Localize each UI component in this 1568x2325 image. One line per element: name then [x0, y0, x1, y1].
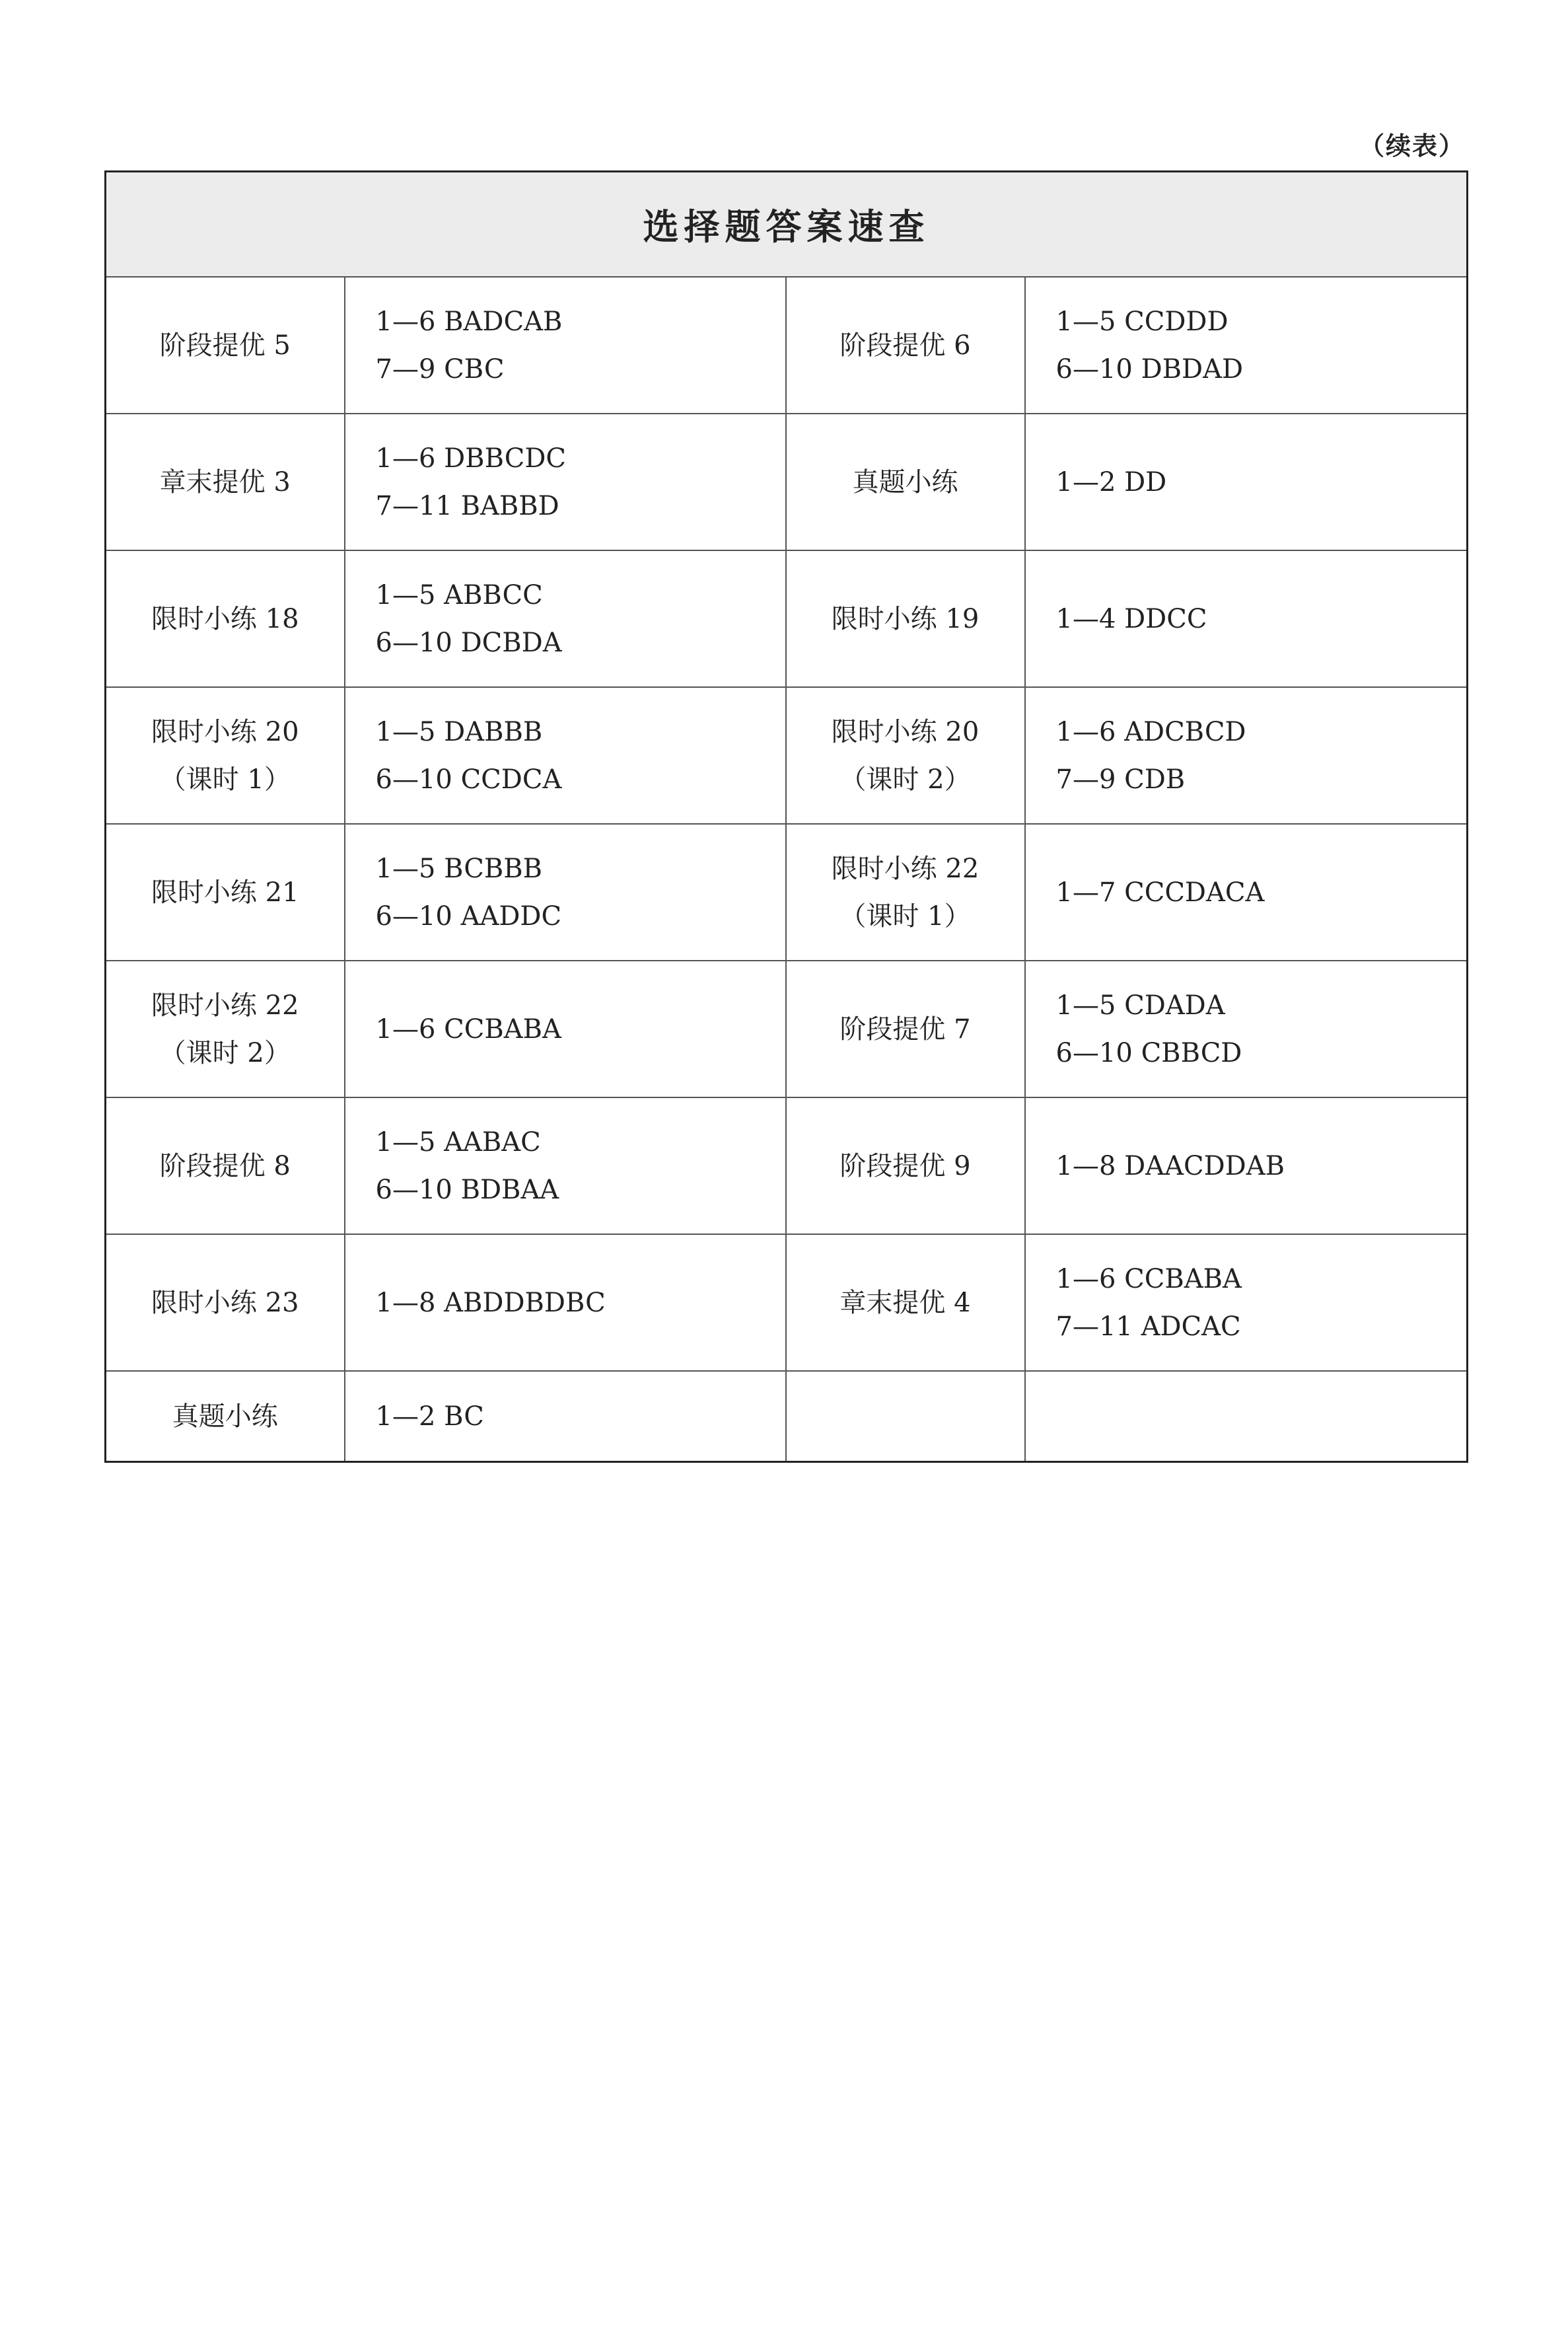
answer-table-container [104, 170, 1466, 1463]
section-label: 阶段提优 9 [839, 1150, 971, 1181]
answer-line: 6—10 DBDAD [1055, 353, 1244, 385]
section-label: 真题小练 [172, 1401, 278, 1432]
answer-line: 1—5 BCBBB [375, 853, 543, 884]
answer-line: 1—5 AABAC [375, 1126, 541, 1158]
continued-label: （续表） [1359, 131, 1465, 161]
answer-cell [1025, 414, 1468, 550]
section-label-cell [786, 687, 1025, 824]
answer-line: 1—5 DABBB [375, 716, 543, 747]
section-label: （课时 2） [839, 764, 971, 795]
answer-line: 1—5 CCDDD [1055, 306, 1229, 337]
section-label: （课时 2） [159, 1037, 291, 1068]
section-label: 限时小练 23 [151, 1287, 299, 1318]
answer-line: 1—6 CCBABA [1055, 1263, 1242, 1294]
answer-line: 7—9 CBC [375, 353, 505, 385]
answer-line: 6—10 CBBCD [1055, 1037, 1242, 1068]
section-label: 限时小练 22 [831, 853, 980, 884]
answer-line: 6—10 BDBAA [375, 1174, 559, 1205]
section-label-cell [106, 277, 345, 414]
answer-cell [345, 1371, 786, 1462]
answer-cell [345, 824, 786, 961]
answer-line: 7—11 BABBD [375, 490, 559, 521]
table-row [106, 414, 1468, 550]
section-label: 阶段提优 6 [839, 330, 971, 361]
table-row [106, 961, 1468, 1097]
answer-line: 1—6 ADCBCD [1055, 716, 1246, 747]
section-label: 限时小练 21 [151, 877, 299, 908]
answer-line: 1—4 DDCC [1055, 603, 1207, 634]
section-label-cell [106, 1371, 345, 1462]
section-label-cell [786, 277, 1025, 414]
section-label: 阶段提优 8 [159, 1150, 291, 1181]
section-label: 阶段提优 5 [159, 330, 291, 361]
answer-line: 1—2 DD [1055, 466, 1167, 498]
answer-cell [1025, 1097, 1468, 1234]
section-label: 章末提优 3 [159, 466, 291, 498]
answer-line: 1—6 DBBCDC [375, 443, 566, 474]
section-label-cell [786, 550, 1025, 687]
section-label-cell [786, 1097, 1025, 1234]
answer-cell [345, 1097, 786, 1234]
table-row [106, 1234, 1468, 1371]
section-label-cell [786, 1371, 1025, 1462]
section-label-cell [106, 550, 345, 687]
answer-line: 1—8 DAACDDAB [1055, 1150, 1285, 1181]
answer-cell [345, 687, 786, 824]
answer-line: 6—10 AADDC [375, 901, 562, 932]
section-label-cell [106, 687, 345, 824]
section-label: 限时小练 22 [151, 990, 299, 1021]
section-label: 限时小练 18 [151, 603, 299, 634]
answer-line: 1—7 CCCDACA [1055, 877, 1265, 908]
answer-cell [1025, 1234, 1468, 1371]
section-label: 阶段提优 7 [839, 1014, 971, 1045]
answer-cell [345, 414, 786, 550]
answer-line: 1—2 BC [375, 1401, 484, 1432]
answer-cell [345, 1234, 786, 1371]
answer-line: 1—5 ABBCC [375, 579, 543, 610]
section-label-cell [786, 1234, 1025, 1371]
section-label: 限时小练 19 [831, 603, 980, 634]
answer-cell [1025, 961, 1468, 1097]
answer-cell [1025, 687, 1468, 824]
section-label: 真题小练 [852, 466, 958, 498]
table-row [106, 687, 1468, 824]
answer-cell [345, 961, 786, 1097]
table-row [106, 550, 1468, 687]
answer-table [104, 170, 1468, 1463]
answer-line: 7—11 ADCAC [1055, 1311, 1241, 1342]
table-title: 选择题答案速查 [106, 172, 1468, 277]
section-label-cell [106, 1234, 345, 1371]
section-label-cell [786, 961, 1025, 1097]
section-label-cell [106, 961, 345, 1097]
section-label-cell [786, 414, 1025, 550]
answer-line: 1—6 BADCAB [375, 306, 563, 337]
section-label: 章末提优 4 [839, 1287, 971, 1318]
answer-cell [345, 550, 786, 687]
section-label: （课时 1） [159, 764, 291, 795]
table-title-row [106, 172, 1468, 277]
table-body [106, 277, 1468, 1462]
section-label-cell [786, 824, 1025, 961]
answer-line: 6—10 DCBDA [375, 627, 562, 658]
section-label: 限时小练 20 [831, 716, 980, 747]
answer-cell [1025, 550, 1468, 687]
section-label-cell [106, 414, 345, 550]
answer-line: 1—8 ABDDBDBC [375, 1287, 606, 1318]
answer-line: 6—10 CCDCA [375, 764, 562, 795]
table-row [106, 1097, 1468, 1234]
answer-cell [1025, 277, 1468, 414]
section-label-cell [106, 824, 345, 961]
table-row [106, 824, 1468, 961]
section-label: （课时 1） [839, 901, 971, 932]
answer-cell [1025, 824, 1468, 961]
answer-line: 1—6 CCBABA [375, 1014, 561, 1045]
answer-cell [1025, 1371, 1468, 1462]
table-row [106, 1371, 1468, 1462]
section-label-cell [106, 1097, 345, 1234]
answer-line: 1—5 CDADA [1055, 990, 1225, 1021]
table-row [106, 277, 1468, 414]
section-label: 限时小练 20 [151, 716, 299, 747]
answer-line: 7—9 CDB [1055, 764, 1186, 795]
answer-cell [345, 277, 786, 414]
